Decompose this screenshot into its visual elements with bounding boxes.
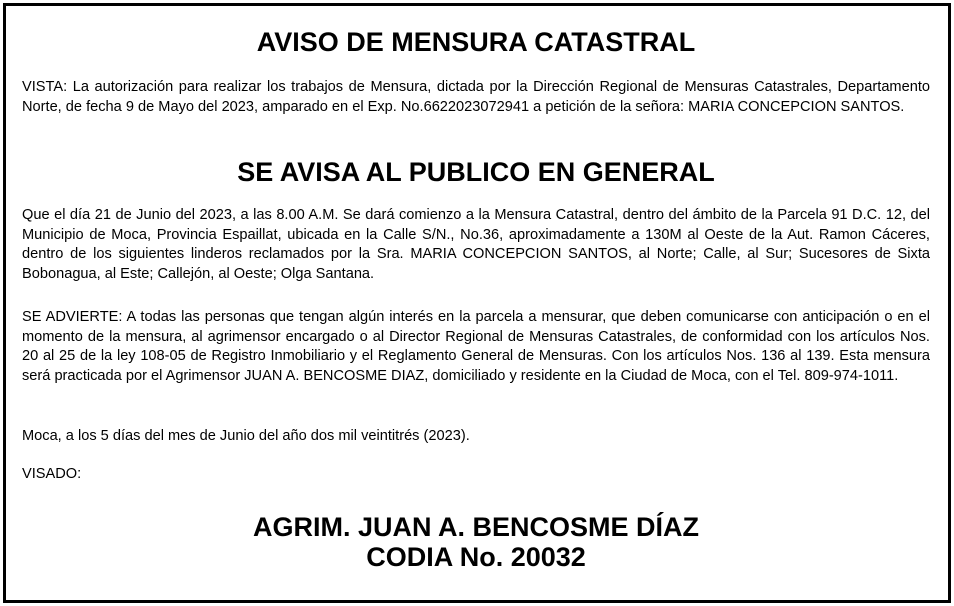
advierte-paragraph: SE ADVIERTE: A todas las personas que tengan algún interés en la parcela a mensurar, que deben comunicarse con anticipación o en el momento de la mensura, al agrimensor encargado o al Director Regional de Mensuras Catastrales, de conformidad con los artículos Nos. 20 al 25 de la ley 108-05 de Registro Inmobiliario y el Reglamento General de Mensuras. Con los artículos Nos. 136 al 139. Esta mensura será practicada por el Agrimensor JUAN A. BENCOSME DIAZ, domiciliado y residente en la Ciudad de Moca, con el Tel. 809-974-1011. [22,309,930,384]
visado-label: VISADO: [22,466,82,482]
notice-frame [3,3,951,603]
signature-codia: CODIA No. 20032 [366,542,586,572]
notice-subtitle: SE AVISA AL PUBLICO EN GENERAL [237,157,715,187]
signature-name: AGRIM. JUAN A. BENCOSME DÍAZ [252,512,699,542]
date-paragraph: Moca, a los 5 días del mes de Junio del año dos mil veintitrés (2023). [22,428,470,444]
notice-content [22,6,930,600]
signature-block [22,512,930,572]
notice-title: AVISO DE MENSURA CATASTRAL [256,27,696,57]
aviso-paragraph: Que el día 21 de Junio del 2023, a las 8.00 A.M. Se dará comienzo a la Mensura Catastral, dentro del ámbito de la Parcela 91 D.C. 12, del Municipio de Moca, Provincia Espaillat, ubicada en la Calle S/N., No.36, aproximadamente a 130M al Oeste de la Aut. Ramon Cáceres, dentro de los siguientes linderos reclamados por la Sra. MARIA CONCEPCION SANTOS, al Norte; Calle, al Sur; Sucesores de Sixta Bobonagua, al Este; Callejón, al Oeste; Olga Santana. [22,207,930,282]
vista-paragraph: VISTA: La autorización para realizar los trabajos de Mensura, dictada por la Dirección Regional de Mensuras Catastrales, Departamento Norte, de fecha 9 de Mayo del 2023, amparado en el Exp. No.6622023072941 a petición de la señora: MARIA CONCEPCION SANTOS. [22,79,930,115]
